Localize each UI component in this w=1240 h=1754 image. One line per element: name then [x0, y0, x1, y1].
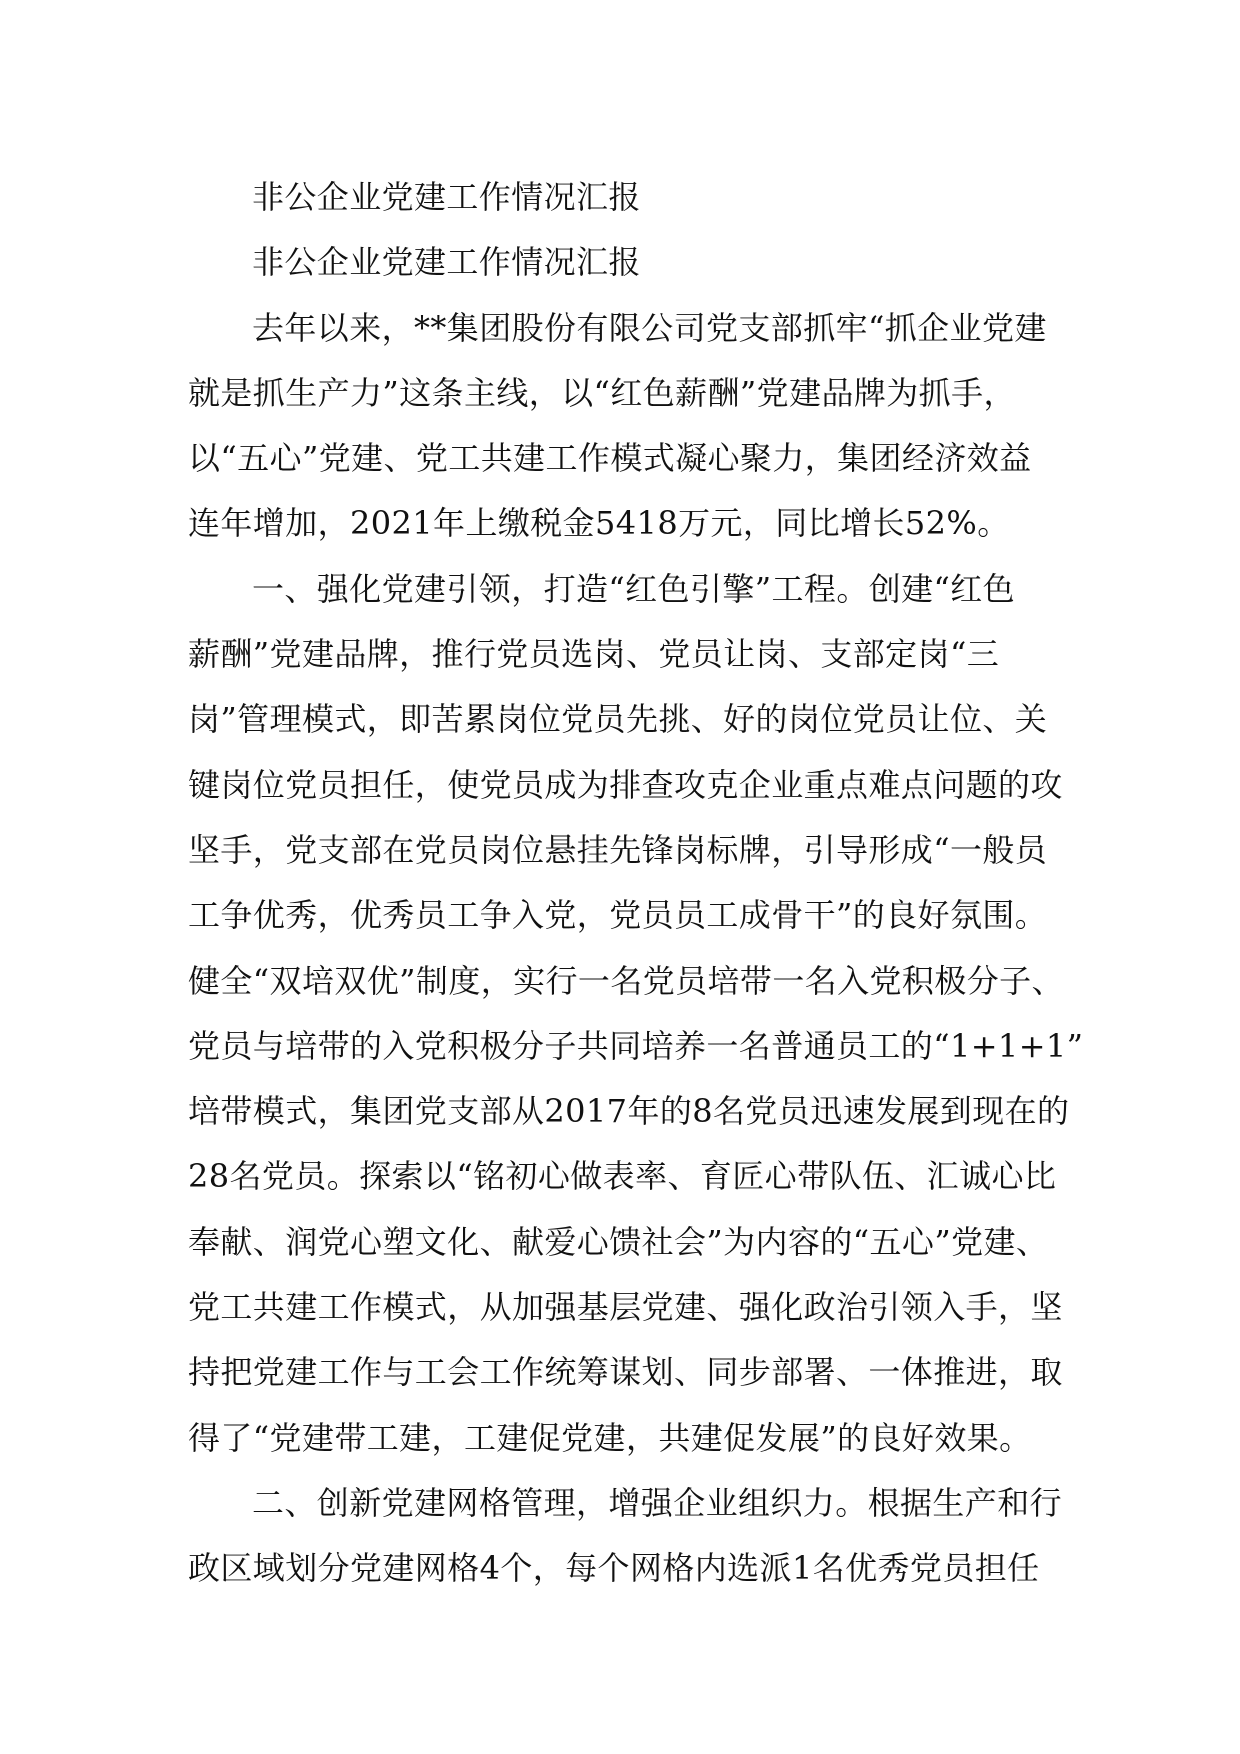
- paragraph-line: 就是抓生产力”这条主线，以“红色薪酬”党建品牌为抓手，: [188, 373, 1016, 412]
- paragraph-line: 健全“双培双优”制度，实行一名党员培带一名入党积极分子、: [188, 961, 1064, 1000]
- paragraph-line: 培带模式，集团党支部从2017年的8名党员迅速发展到现在的: [188, 1092, 1070, 1131]
- paragraph-line: 党员与培带的入党积极分子共同培养一名普通员工的“1+1+1”: [188, 1026, 1084, 1065]
- paragraph-line: 工争优秀，优秀员工争入党，党员员工成骨干”的良好氛围。: [188, 896, 1048, 935]
- document-subtitle: 非公企业党建工作情况汇报: [252, 243, 641, 282]
- paragraph-line: 薪酬”党建品牌，推行党员选岗、党员让岗、支部定岗“三: [188, 635, 1000, 674]
- paragraph-line: 连年增加，2021年上缴税金5418万元，同比增长52%。: [188, 504, 1010, 543]
- paragraph-line: 键岗位党员担任，使党员成为排查攻克企业重点难点问题的攻: [188, 765, 1063, 804]
- paragraph-line: 坚手，党支部在党员岗位悬挂先锋岗标牌，引导形成“一般员: [188, 830, 1048, 869]
- paragraph-line: 以“五心”党建、党工共建工作模式凝心聚力，集团经济效益: [188, 439, 1032, 478]
- paragraph-line: 政区域划分党建网格4个，每个网格内选派1名优秀党员担任: [188, 1549, 1040, 1588]
- paragraph-line: 一、强化党建引领，打造“红色引擎”工程。创建“红色: [252, 569, 1016, 608]
- paragraph-line: 奉献、润党心塑文化、献爱心馈社会”为内容的“五心”党建、: [188, 1222, 1049, 1261]
- paragraph-line: 岗”管理模式，即苦累岗位党员先挑、好的岗位党员让位、关: [188, 700, 1048, 739]
- paragraph-line: 得了“党建带工建，工建促党建，共建促发展”的良好效果。: [188, 1418, 1032, 1457]
- paragraph-line: 党工共建工作模式，从加强基层党建、强化政治引领入手，坚: [188, 1288, 1063, 1327]
- paragraph-line: 去年以来，**集团股份有限公司党支部抓牢“抓企业党建: [252, 308, 1047, 347]
- document-page: [188, 165, 1084, 1602]
- document-title: 非公企业党建工作情况汇报: [252, 178, 641, 216]
- paragraph-line: 持把党建工作与工会工作统筹谋划、同步部署、一体推进，取: [188, 1353, 1063, 1392]
- paragraph-line: 28名党员。探索以“铭初心做表率、育匠心带队伍、汇诚心比: [188, 1157, 1057, 1196]
- paragraph-line: 二、创新党建网格管理，增强企业组织力。根据生产和行: [252, 1483, 1063, 1522]
